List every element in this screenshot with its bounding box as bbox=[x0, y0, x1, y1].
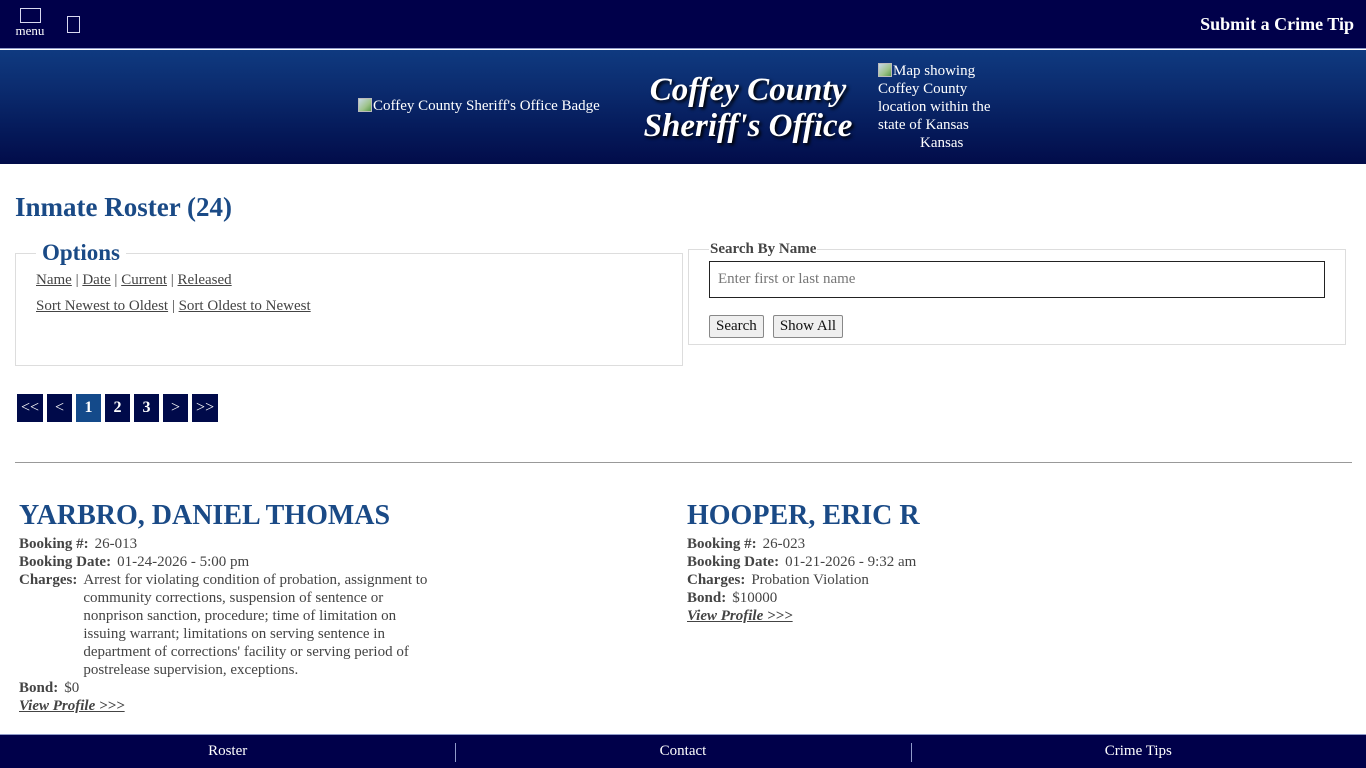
last-page-button[interactable]: >> bbox=[192, 394, 218, 422]
booking-date-row bbox=[687, 553, 920, 571]
bond-row bbox=[19, 679, 438, 697]
charges-label: Charges: bbox=[19, 572, 78, 588]
page-1-button[interactable]: 1 bbox=[76, 394, 101, 422]
bond-label: Bond: bbox=[19, 680, 59, 696]
footer-crime-tips-link[interactable]: Crime Tips bbox=[911, 735, 1366, 768]
charges-value: Arrest for violating condition of probation, assignment to community corrections, suspension of sentence or nonprison sanction, procedure; time of limitation on issuing warrant; limitations on serving sentence in department of corrections' facility or serving period of postrelease supervision, exceptions. bbox=[83, 572, 428, 678]
pagination bbox=[17, 394, 218, 422]
filter-links bbox=[36, 270, 662, 290]
separator: | bbox=[171, 298, 175, 314]
broken-image-icon bbox=[878, 63, 892, 77]
search-legend: Search By Name bbox=[710, 241, 817, 257]
map-caption: Kansas bbox=[920, 135, 964, 151]
sort-newest-link[interactable]: Sort Newest to Oldest bbox=[36, 298, 169, 314]
page-2-button[interactable]: 2 bbox=[105, 394, 130, 422]
booking-number-row bbox=[687, 535, 920, 553]
site-title-line1: Coffey County bbox=[649, 72, 847, 108]
search-button[interactable]: Search bbox=[709, 315, 764, 338]
hamburger-icon bbox=[20, 8, 41, 23]
badge-alt-text: Coffey County Sheriff's Office Badge bbox=[373, 98, 600, 114]
sort-links bbox=[36, 296, 662, 316]
search-buttons bbox=[709, 315, 1325, 338]
booking-date-label: Booking Date: bbox=[687, 554, 780, 570]
site-title-line2: Sheriff's Office bbox=[643, 108, 853, 144]
filter-date-link[interactable]: Date bbox=[82, 272, 111, 288]
sheriff-badge-image bbox=[358, 98, 600, 115]
sort-oldest-link[interactable]: Sort Oldest to Newest bbox=[178, 298, 311, 314]
booking-date-value: 01-21-2026 - 9:32 am bbox=[785, 554, 917, 570]
top-nav-bar bbox=[0, 0, 1366, 49]
submit-crime-tip-link[interactable]: Submit a Crime Tip bbox=[1200, 14, 1354, 34]
divider bbox=[15, 462, 1352, 463]
site-title[interactable] bbox=[632, 72, 864, 144]
booking-date-label: Booking Date: bbox=[19, 554, 112, 570]
inmate-name[interactable]: HOOPER, ERIC R bbox=[687, 500, 920, 531]
separator: | bbox=[170, 272, 174, 288]
charges-row bbox=[687, 571, 920, 589]
separator: | bbox=[114, 272, 118, 288]
inmate-card bbox=[19, 500, 438, 715]
footer-roster-link[interactable]: Roster bbox=[208, 743, 248, 759]
options-legend: Options bbox=[42, 240, 120, 265]
prev-page-button[interactable]: < bbox=[47, 394, 72, 422]
booking-date-row bbox=[19, 553, 438, 571]
search-panel bbox=[688, 241, 1346, 345]
menu-label: menu bbox=[15, 23, 45, 38]
map-alt-text: Map showing Coffey County location within the state of Kansas bbox=[878, 63, 991, 133]
broken-image-icon bbox=[358, 98, 372, 112]
show-all-button[interactable]: Show All bbox=[773, 315, 843, 338]
view-profile-link[interactable]: View Profile >>> bbox=[19, 698, 125, 714]
filter-released-link[interactable]: Released bbox=[177, 272, 232, 288]
inmate-name[interactable]: YARBRO, DANIEL THOMAS bbox=[19, 500, 391, 531]
footer-contact-link[interactable]: Contact bbox=[455, 735, 910, 768]
bond-value: $10000 bbox=[732, 590, 778, 606]
first-page-button[interactable]: << bbox=[17, 394, 43, 422]
options-panel bbox=[15, 240, 683, 366]
site-banner bbox=[0, 50, 1366, 164]
charges-value: Probation Violation bbox=[751, 572, 869, 588]
next-page-button[interactable]: > bbox=[163, 394, 188, 422]
search-input[interactable] bbox=[709, 261, 1325, 298]
booking-number-value: 26-023 bbox=[762, 536, 806, 552]
kansas-map-image bbox=[878, 62, 1008, 152]
charges-label: Charges: bbox=[687, 572, 746, 588]
separator: | bbox=[75, 272, 79, 288]
bond-label: Bond: bbox=[687, 590, 727, 606]
menu-button[interactable] bbox=[10, 8, 50, 38]
footer-nav bbox=[0, 734, 1366, 768]
view-profile-link[interactable]: View Profile >>> bbox=[687, 608, 793, 624]
charges-row bbox=[19, 571, 438, 679]
booking-number-value: 26-013 bbox=[94, 536, 138, 552]
bond-value: $0 bbox=[64, 680, 80, 696]
booking-number-label: Booking #: bbox=[19, 536, 89, 552]
filter-name-link[interactable]: Name bbox=[36, 272, 72, 288]
booking-number-row bbox=[19, 535, 438, 553]
filter-current-link[interactable]: Current bbox=[121, 272, 168, 288]
booking-number-label: Booking #: bbox=[687, 536, 757, 552]
page-3-button[interactable]: 3 bbox=[134, 394, 159, 422]
bond-row bbox=[687, 589, 920, 607]
page-title: Inmate Roster (24) bbox=[15, 192, 232, 222]
booking-date-value: 01-24-2026 - 5:00 pm bbox=[117, 554, 250, 570]
inmate-card bbox=[687, 500, 920, 625]
square-icon[interactable] bbox=[67, 16, 80, 33]
